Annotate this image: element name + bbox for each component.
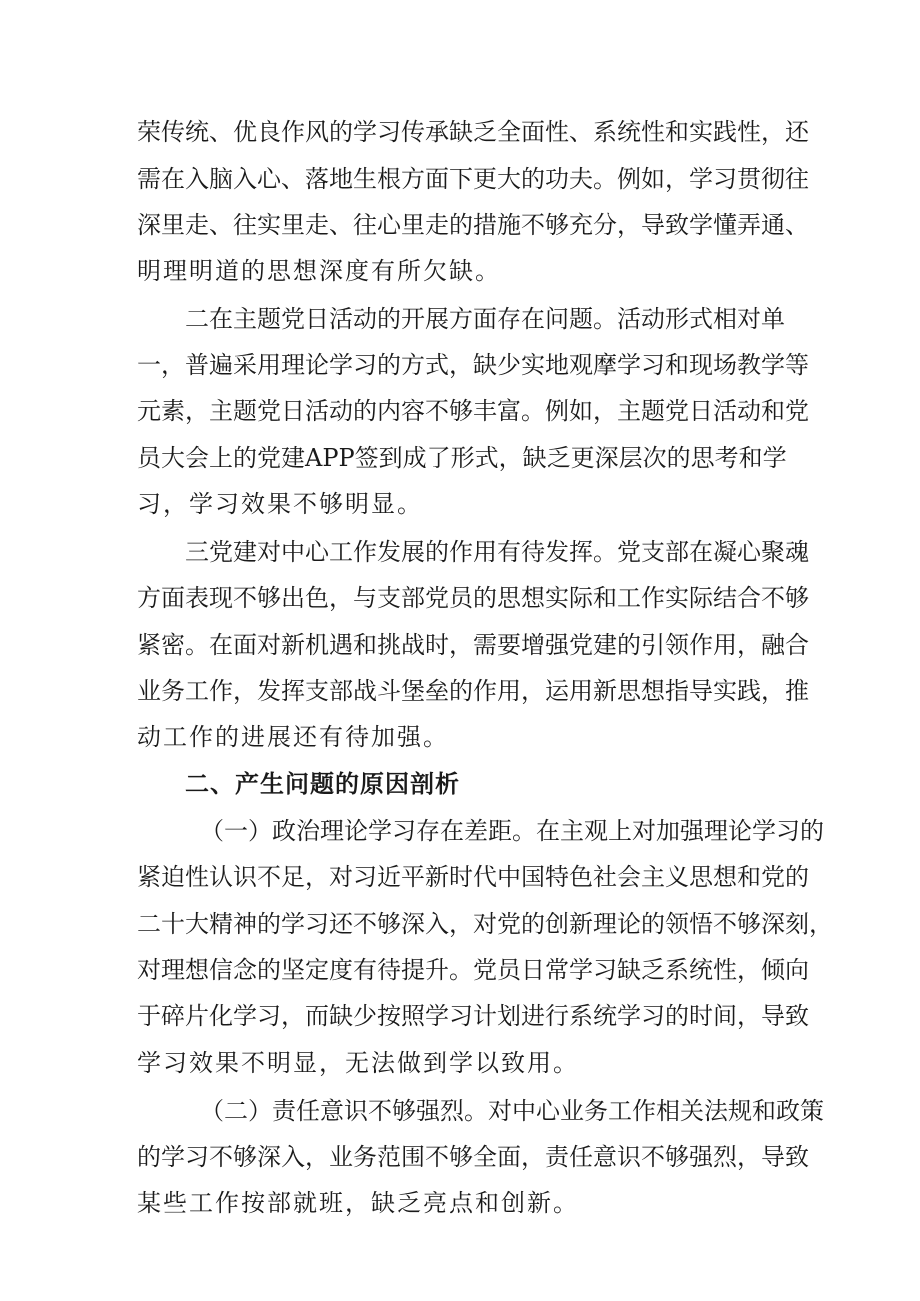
paragraph-line: 荣传统、优良作风的学习传承缺乏全面性、系统性和实践性，还 [137,118,809,146]
paragraph-line: 紧密。在面对新机遇和挑战时，需要增强党建的引领作用，融合 [137,631,809,659]
paragraph-line: 方面表现不够出色，与支部党员的思想实际和工作实际结合不够 [137,584,809,612]
paragraph-line: 员大会上的党建APP签到成了形式，缺乏更深层次的思考和学 [137,444,787,472]
paragraph-line: 业务工作，发挥支部战斗堡垒的作用，运用新思想指导实践，推 [137,677,809,705]
paragraph-line: 某些工作按部就班，缺乏亮点和创新。 [137,1189,579,1217]
paragraph-line: 紧迫性认识不足，对习近平新时代中国特色社会主义思想和党的 [137,863,809,891]
paragraph-line: 动工作的进展还有待加强。 [137,723,449,751]
paragraph-line: 对理想信念的坚定度有待提升。党员日常学习缺乏系统性，倾向 [137,956,809,984]
paragraph-line: 的学习不够深入，业务范围不够全面，责任意识不够强烈，导致 [137,1143,809,1171]
paragraph-line: 三党建对中心工作发展的作用有待发挥。党支部在凝心聚魂 [185,538,809,566]
paragraph-line: 于碎片化学习，而缺少按照学习计划进行系统学习的时间，导致 [137,1002,809,1030]
paragraph-line: 明理明道的思想深度有所欠缺。 [137,257,501,285]
section-heading: 二、产生问题的原因剖析 [185,770,460,798]
paragraph-line: 一，普遍采用理论学习的方式，缺少实地观摩学习和现场教学等 [137,351,809,379]
paragraph-line: 元素，主题党日活动的内容不够丰富。例如，主题党日活动和党 [137,397,809,425]
paragraph-line: 需在入脑入心、落地生根方面下更大的功夫。例如，学习贯彻往 [137,165,809,193]
paragraph-line: （一）政治理论学习存在差距。在主观上对加强理论学习的 [200,817,824,845]
paragraph-line: 深里走、往实里走、往心里走的措施不够充分，导致学懂弄通、 [137,211,809,239]
paragraph-line: （二）责任意识不够强烈。对中心业务工作相关法规和政策 [200,1097,824,1125]
paragraph-line: 二十大精神的学习还不够深入，对党的创新理论的领悟不够深刻， [137,910,833,938]
paragraph-line: 习，学习效果不够明显。 [137,490,423,518]
paragraph-line: 学习效果不明显，无法做到学以致用。 [137,1049,579,1077]
paragraph-line: 二在主题党日活动的开展方面存在问题。活动形式相对单 [185,305,785,333]
